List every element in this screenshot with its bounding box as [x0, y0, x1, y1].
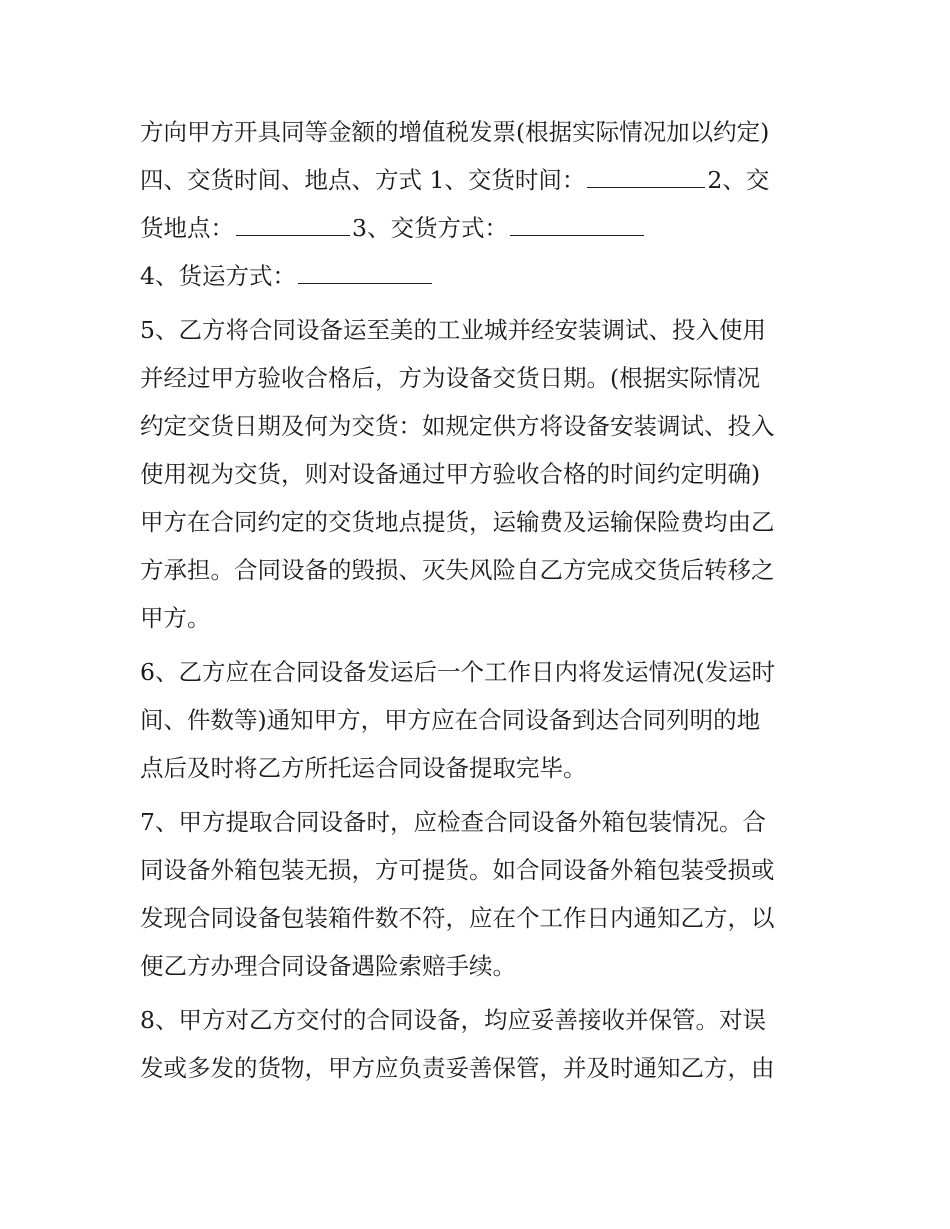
- text-line: 间、件数等)通知甲方，甲方应在合同设备到达合同列明的地: [140, 706, 761, 734]
- text-line: 同设备外箱包装无损，方可提货。如合同设备外箱包装受损或: [140, 856, 775, 884]
- text-segment: 4、货运方式：: [140, 262, 296, 290]
- text-line: 方向甲方开具同等金额的增值税发票(根据实际情况加以约定): [140, 118, 770, 146]
- text-segment: 四、交货时间、地点、方式 1、交货时间：: [140, 166, 586, 194]
- shipping-method-line: [140, 252, 820, 300]
- document-page: [140, 108, 820, 1092]
- text-line: 8、甲方对乙方交付的合同设备，均应妥善接收并保管。对误: [140, 1006, 766, 1034]
- text-line: 甲方在合同约定的交货地点提货，运输费及运输保险费均由乙: [140, 508, 775, 536]
- text-line: 7、甲方提取合同设备时，应检查合同设备外箱包装情况。合: [140, 808, 766, 836]
- text-line: 便乙方办理合同设备遇险索赔手续。: [140, 952, 516, 980]
- delivery-terms-line: [140, 156, 820, 204]
- text-line: 并经过甲方验收合格后，方为设备交货日期。(根据实际情况: [140, 364, 761, 392]
- text-segment: 2、交: [707, 166, 770, 194]
- delivery-place-line: [140, 204, 820, 252]
- text-line: 发或多发的货物，甲方应负责妥善保管，并及时通知乙方，由: [140, 1054, 775, 1082]
- text-line: 点后及时将乙方所托运合同设备提取完毕。: [140, 754, 587, 782]
- text-line: 发现合同设备包装箱件数不符，应在个工作日内通知乙方，以: [140, 904, 775, 932]
- delivery-method-blank: [510, 213, 644, 236]
- delivery-place-blank: [236, 213, 350, 236]
- text-line: 方承担。合同设备的毁损、灭失风险自乙方完成交货后转移之: [140, 556, 775, 584]
- text-line: 5、乙方将合同设备运至美的工业城并经安装调试、投入使用: [140, 316, 766, 344]
- text-segment: 3、交货方式：: [352, 214, 508, 242]
- text-line: 6、乙方应在合同设备发运后一个工作日内将发运情况(发运时: [140, 658, 776, 686]
- text-line: 使用视为交货，则对设备通过甲方验收合格的时间约定明确): [140, 460, 761, 488]
- text-segment: 货地点：: [140, 214, 234, 242]
- shipping-method-blank: [298, 261, 432, 284]
- text-line: 甲方。: [140, 604, 211, 632]
- text-line: 约定交货日期及何为交货：如规定供方将设备安装调试、投入: [140, 412, 775, 440]
- delivery-time-blank: [587, 165, 705, 188]
